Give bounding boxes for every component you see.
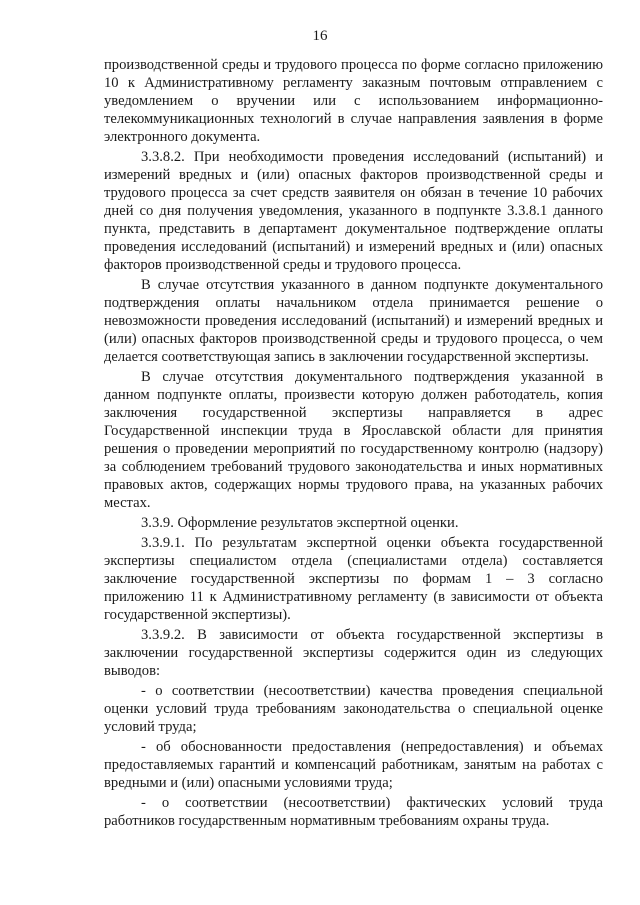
document-body <box>104 56 603 832</box>
page-number: 16 <box>312 28 328 44</box>
paragraph-3-3-9-1: 3.3.9.1. По результатам экспертной оценки объекта государственной экспертизы специалистом отдела (специалистами отдела) составляется заключение государственной экспертизы по формам 1 – 3 согласно приложению 11 к Административному регламенту (в зависимости от объекта государственной экспертизы). <box>104 535 603 623</box>
paragraph-no-payment-decision: В случае отсутствия указанного в данном подпункте документального подтверждения оплаты начальником отдела принимается решение о невозможности проведения исследований (испытаний) и измерений вредных и (или) опасных факторов производственной среды и трудового процесса, о чем делается соответствующая запись в заключении государственной экспертизы. <box>104 277 603 365</box>
list-item-special-assessment: - о соответствии (несоответствии) качества проведения специальной оценки условий труда требованиям законодательства о специальной оценке условий труда; <box>104 683 603 735</box>
paragraph-3-3-8-2: 3.3.8.2. При необходимости проведения исследований (испытаний) и измерений вредных и (или) опасных факторов производственной среды и трудового процесса за счет средств заявителя он обязан в течение 10 рабочих дней со дня получения уведомления, указанного в подпункте 3.3.8.1 данного пункта, представить в департамент документальное подтверждение оплаты проведения исследований (испытаний) и измерений вредных и (или) опасных факторов производственной среды и трудового процесса. <box>104 149 603 273</box>
list-item-actual-conditions: - о соответствии (несоответствии) фактических условий труда работников государственным нормативным требованиям охраны труда. <box>104 795 603 829</box>
paragraph-3-3-9-heading: 3.3.9. Оформление результатов экспертной оценки. <box>141 515 459 531</box>
paragraph-labor-inspection: В случае отсутствия документального подтверждения указанной в данном подпункте оплаты, произвести которую должен работодатель, копия заключения государственной экспертизы направляется в адрес Государственной инспекции труда в Ярославской области для принятия решения о проведении мероприятий по государственному контролю (надзору) за соблюдением требований трудового законодательства и иных нормативных правовых актов, содержащих нормы трудового права, на указанных рабочих местах. <box>104 369 603 511</box>
paragraph-3-3-9-2: 3.3.9.2. В зависимости от объекта государственной экспертизы в заключении государственной экспертизы содержится один из следующих выводов: <box>104 627 603 679</box>
paragraph-continuation: производственной среды и трудового процесса по форме согласно приложению 10 к Административному регламенту заказным почтовым отправлением с уведомлением о вручении или с использованием информационно-телекоммуникационных технологий в случае направления заявления в форме электронного документа. <box>104 57 603 145</box>
list-item-guarantees: - об обоснованности предоставления (непредоставления) и объемах предоставляемых гарантий и компенсаций работникам, занятым на работах с вредными и (или) опасными условиями труда; <box>104 739 603 791</box>
